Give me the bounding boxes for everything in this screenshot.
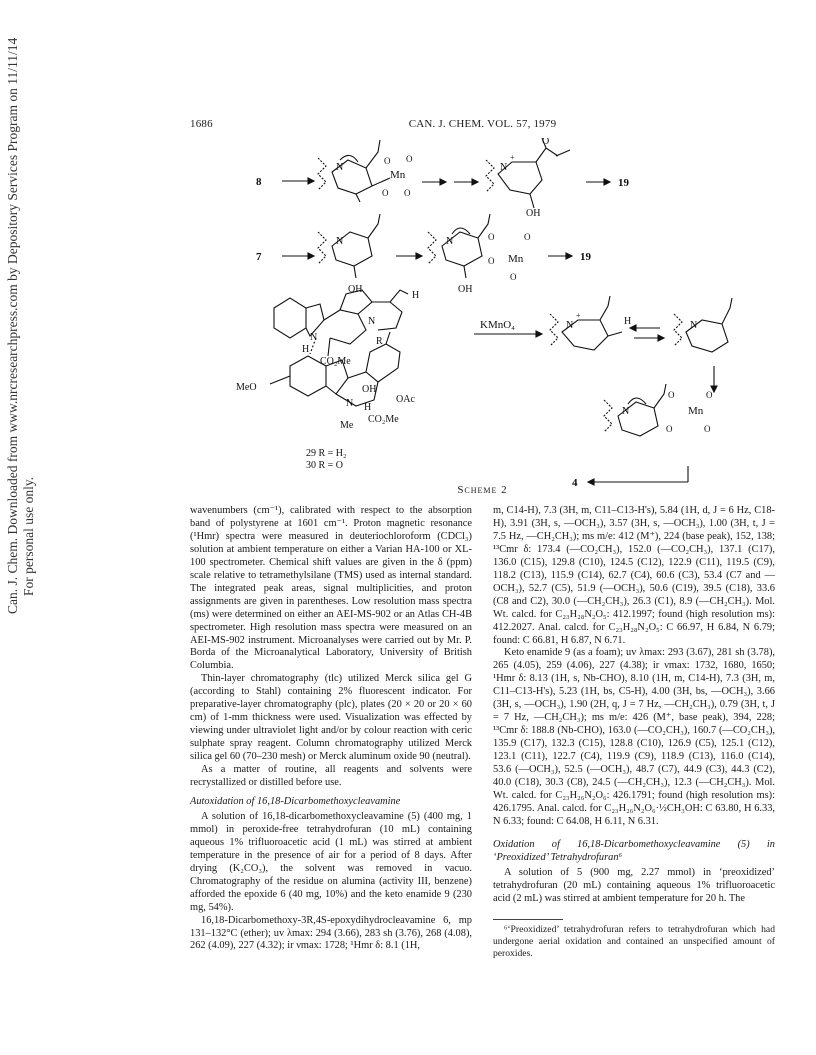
- indole-h-label: H: [302, 344, 310, 355]
- mn-label-2: Mn: [508, 253, 524, 265]
- oxygen-label-i: O: [668, 390, 675, 400]
- mn-label-3: Mn: [688, 405, 704, 417]
- right-text-column: [493, 505, 775, 960]
- section-heading-oxidation: Oxidation of 16,18-Dicarbomethoxycleavamine (5) in ‘Preoxidized’ Tetrahydrofuran⁶: [493, 838, 775, 863]
- footnote-6: ⁶‘Preoxidized’ tetrahydrofuran refers to tetrahydrofuran which had undergone aerial oxidation and contained an unspecified amount of peroxides.: [493, 923, 775, 959]
- ester-label-2: CO₂Me: [368, 414, 399, 425]
- paragraph-epoxide-data: 16,18-Dicarbomethoxy-3R,4S-epoxydihydrocleavamine 6, mp 131–132°C (ether); uv λmax: 294 (3.66), 283 sh (3.76), 268 (4.08), 262 (4.09), 227 (4.32); ir νmax: 1728; ¹Hmr δ: 8.1 (1H,: [190, 914, 472, 952]
- n-methyl-label: Me: [340, 420, 354, 431]
- iminium-plus-2: +: [576, 311, 581, 320]
- mn-label-1: Mn: [390, 169, 406, 181]
- nitrogen-label-6: N: [368, 316, 376, 327]
- oxygen-label-a: O: [384, 156, 391, 166]
- paragraph-instrumentation: wavenumbers (cm⁻¹), calibrated with respect to the absorption band of polystyrene at 1601 cm⁻¹. Proton magnetic resonance (¹Hmr) spectra were measured in deuteriochloroform (CDCl₃) solution at ambient temperature on either a Varian HA-100 or XL-100 spectrometer. Chemical shift values are given in the δ (ppm) scale relative to tetramethylsilane (TMS) used as internal standard. The integrated peak areas, signal multiplicities, and proton assignments are given in parentheses. Low resolution mass spectra (ms) were determined on either an AEI-MS-902 or an Atlas CH-4B spectrometer. High resolution mass spectra were measured on an AEI-MS-902 instrument. Microanalyses were carried out by Mr. P. Borda of the Microanalytical Laboratory, University of British Columbia.: [190, 505, 472, 672]
- oxygen-label-j: O: [706, 390, 713, 400]
- footnote-rule: [493, 919, 563, 920]
- nitrogen-label-1: N: [336, 162, 344, 173]
- paragraph-oxidation: A solution of 5 (900 mg, 2.27 mmol) in ‘preoxidized’ tetrahydrofuran (20 mL) containing aqueous 1% trifluoroacetic acid (2 mL) was stirred at ambient temperature for 20 h. The: [493, 866, 775, 904]
- oxygen-label-h: O: [510, 272, 517, 282]
- enamine-h-label: H: [624, 316, 632, 327]
- hydroxyl-label-2: OH: [348, 284, 363, 295]
- oxygen-label-c: O: [382, 188, 389, 198]
- methoxy-label: MeO: [236, 382, 257, 393]
- hydroxyl-label-3: OH: [458, 284, 473, 295]
- oxygen-label-b: O: [406, 154, 413, 164]
- download-notice-line2: For personal use only.: [21, 476, 36, 596]
- hydroxyl-label-1: OH: [526, 208, 541, 219]
- oxygen-label-d: O: [404, 188, 411, 198]
- compound-29-definition: 29 R = H₂: [306, 448, 347, 459]
- paragraph-keto-enamide: Keto enamide 9 (as a foam); uv λmax: 293 (3.67), 281 sh (3.78), 265 (4.05), 259 (4.06), 227 (4.38); ir νmax: 1732, 1680, 1650; ¹Hmr δ: 8.13 (1H, s, Nb-CHO), 8.10 (1H, m, C14-H), 7.3 (3H, m, C11–C13-H's), 5.23 (1H, bs, C5-H), 4.00 (3H, bs, —OCH₃), 3.66 (3H, s, —OCH₃), 1.90 (2H, q, J = 7 Hz, —CH₂CH₃), 0.79 (3H, t, J = 7 Hz, —CH₂CH₃); ms m/e: 426 (M⁺, base peak), 394, 228; ¹³Cmr δ: 188.8 (Nb-CHO), 163.0 (—CO₂CH₃), 160.7 (—CO₂CH₃), 135.9 (C17), 132.3 (C15), 128.8 (C10), 126.9 (C5), 125.1 (C12), 123.1 (C11), 122.7 (C4), 119.9 (C9), 118.9 (C13), 116.0 (C14), 53.6 (—OCH₃), 52.5 (—OCH₃), 48.7 (C7), 44.9 (C3), 44.3 (C2), 40.0 (C18), 30.3 (C8), 24.5 (—CH₂CH₃), 12.3 (—CH₂CH₃). Mol. Wt. calcd. for C₂₃H₂₆N₂O₆: 426.1791; found (high resolution ms): 426.1795. Anal. calcd. for C₂₃H₂₆N₂O₆·½CH₃OH: C 63.80, H 6.33, N 6.33; found: C 64.08, H 6.11, N 6.31.: [493, 647, 775, 827]
- journal-citation: CAN. J. CHEM. VOL. 57, 1979: [408, 118, 557, 130]
- iminium-plus-1: +: [510, 153, 515, 162]
- nitrogen-label-5: N: [310, 332, 318, 343]
- reaction-scheme: [190, 138, 775, 498]
- paragraph-chromatography: Thin-layer chromatography (tlc) utilized Merck silica gel G (according to Stahl) containing 2% fluorescent indicator. For preparative-layer chromatography (plc), plates (20 × 20 or 20 × 60 cm) of 1-mm thickness were used. Visualization was effected by viewing under ultraviolet light and/or by colour reaction with ceric sulphate spray reagent. Column chromatography utilized Merck silica gel 60 (70–230 mesh) or Merck aluminum oxide 90 (neutral).: [190, 673, 472, 763]
- scheme-caption: Scheme 2: [457, 484, 508, 496]
- oxygen-label-f: O: [524, 232, 531, 242]
- compound-label-19b: 19: [580, 251, 591, 263]
- compound-label-4: 4: [572, 477, 578, 488]
- r-group-label: R: [376, 336, 383, 347]
- oxygen-label-l: O: [704, 424, 711, 434]
- nitrogen-label-3: N: [336, 236, 344, 247]
- dimer-hydroxyl-label: OH: [362, 384, 377, 395]
- compound-label-7: 7: [256, 251, 262, 263]
- nitrogen-label-8: N: [566, 320, 574, 331]
- section-heading-autoxidation: Autoxidation of 16,18-Dicarbomethoxycleavamine: [190, 795, 401, 807]
- oxygen-label-g: O: [488, 256, 495, 266]
- dimer-h-label: H: [364, 402, 372, 413]
- compound-label-8: 8: [256, 176, 262, 188]
- acetate-label: OAc: [396, 394, 415, 405]
- left-text-column: [190, 505, 472, 953]
- oxygen-label-e: O: [488, 232, 495, 242]
- nitrogen-label-7: N: [346, 398, 354, 409]
- paragraph-epoxide-data-continued: m, C14-H), 7.3 (3H, m, C11–C13-H's), 5.84 (1H, d, J = 6 Hz, C18-H), 3.91 (3H, s, —OCH₃), 3.57 (3H, s, —OCH₃), 1.00 (3H, t, J = 7.5 Hz, —CH₂CH₃); ms m/e: 412 (M⁺), 224 (base peak), 152, 138; ¹³Cmr δ: 173.4 (—CO₂CH₃), 152.0 (—CO₂CH₃), 137.1 (C17), 136.0 (C15), 129.8 (C10), 124.5 (C12), 122.9 (C11), 119.5 (C9), 118.2 (C13), 115.9 (C14), 62.7 (C4), 60.6 (C3), 53.4 (C7 and —OCH₃), 52.7 (C5), 51.9 (—OCH₃), 50.6 (C19), 39.5 (C18), 33.6 (C8 and C2), 30.0 (—CH₂CH₃), 26.3 (C1), 8.9 (—CH₂CH₃). Mol. Wt. calcd. for C₂₃H₂₈N₂O₅: 412.1997; found (high resolution ms): 412.2027. Anal. calcd. for C₂₃H₂₈N₂O₅: C 66.97, H 6.84, N 6.79; found: C 66.81, H 6.87, N 6.71.: [493, 505, 775, 646]
- compound-30-definition: 30 R = O: [306, 460, 344, 471]
- reagent-label: KMnO₄: [480, 319, 516, 331]
- scheme-drawing: [190, 138, 775, 488]
- download-notice: [2, 0, 38, 1055]
- ketone-oxygen-label: O: [542, 138, 550, 147]
- paragraph-reagents: As a matter of routine, all reagents and solvents were recrystallized or distilled before use.: [190, 764, 472, 789]
- ester-label-1: CO₂Me: [320, 356, 351, 367]
- page-number: 1686: [190, 118, 213, 130]
- chain-h-label: H: [412, 290, 420, 301]
- nitrogen-label-2: N: [500, 162, 508, 173]
- nitrogen-label-4: N: [446, 236, 454, 247]
- paragraph-autoxidation: A solution of 16,18-dicarbomethoxycleavamine (5) (400 mg, 1 mmol) in peroxide-free tetrahydrofuran (10 mL) containing aqueous 1% trifluoroacetic acid (1 mL) was stirred at ambient temperature in the presence of air for a period of 8 days. After drying (K₂CO₃), the solvent was removed in vacuo. Chromatography of the residue on alumina (activity III, benzene) afforded the epoxide 6 (40 mg, 10%) and the keto enamide 9 (230 mg, 54%).: [190, 810, 472, 913]
- nitrogen-label-10: N: [622, 406, 630, 417]
- nitrogen-label-9: N: [690, 320, 698, 331]
- download-notice-line1: Can. J. Chem. Downloaded from www.nrcresearchpress.com by Depository Services Program on 11/11/14: [5, 37, 20, 614]
- oxygen-label-k: O: [666, 424, 673, 434]
- compound-label-19a: 19: [618, 177, 629, 189]
